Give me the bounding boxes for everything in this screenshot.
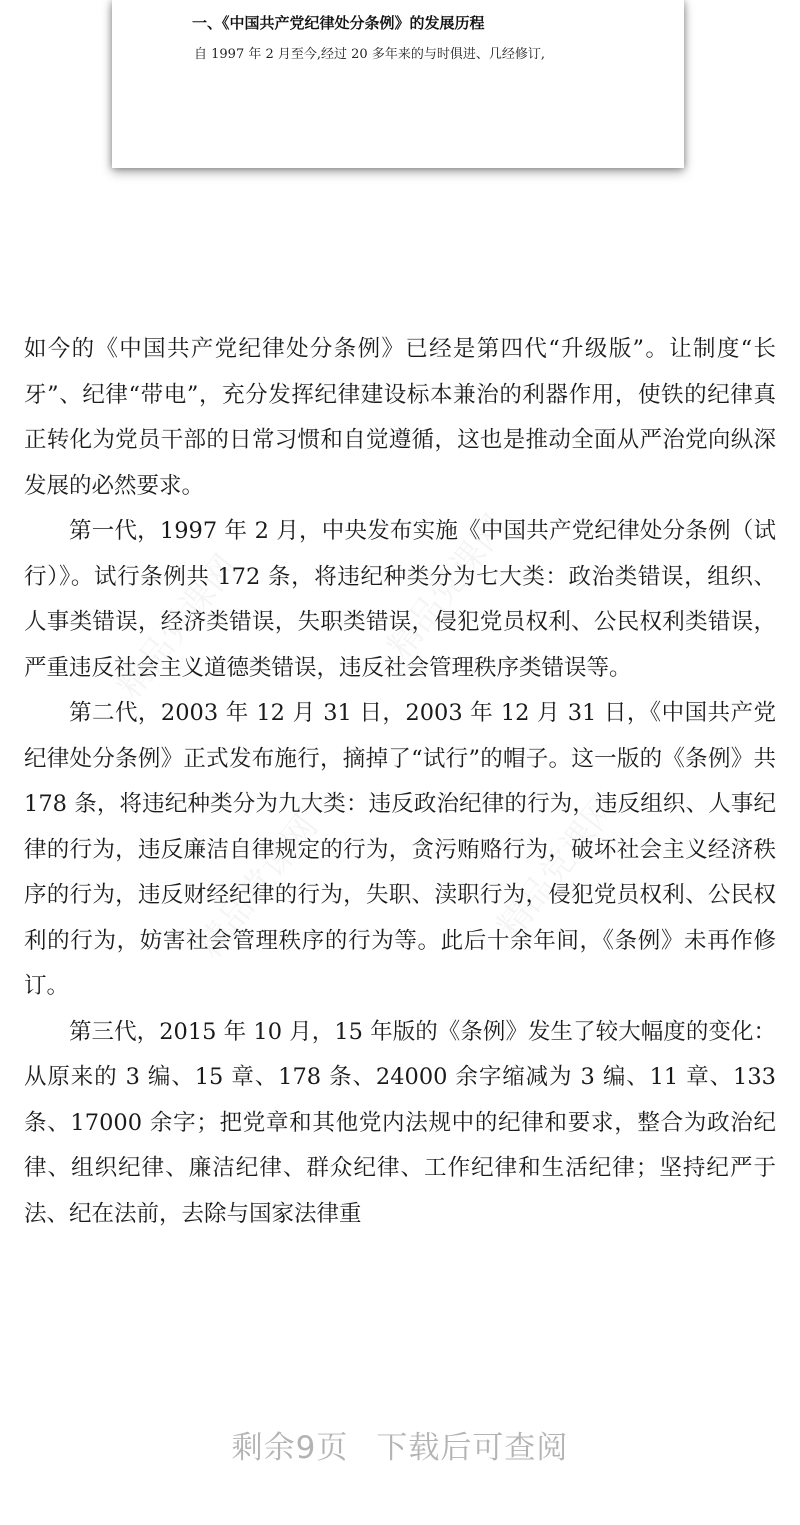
- section-heading: 一、《中国共产党纪律处分条例》的发展历程: [192, 14, 485, 32]
- paragraph-second-generation: 第二代，2003 年 12 月 31 日，2003 年 12 月 31 日，《中国共产党纪律处分条例》正式发布施行，摘掉了“试行”的帽子。这一版的《条例》共 178 条，将违纪种类分为九大类：违反政治纪律的行为，违反组织、人事纪律的行为，违反廉洁自律规定的行为，贪污贿赂行为，破坏社会主义经济秩序的行为，违反财经纪律的行为，失职、渎职行为，侵犯党员权利、公民权利的行为，妨害社会管理秩序的行为等。此后十余年间，《条例》未再作修订。: [24, 700, 776, 999]
- download-to-read-label: 下载后可查阅: [376, 1430, 569, 1466]
- remaining-pages-label: 剩余9页: [231, 1430, 349, 1466]
- paragraph-intro: 如今的《中国共产党纪律处分条例》已经是第四代“升级版”。让制度“长牙”、纪律“带电”，充分发挥纪律建设标本兼治的利器作用，使铁的纪律真正转化为党员干部的日常习惯和自觉遵循，这也是推动全面从严治党向纵深发展的必然要求。: [24, 336, 776, 499]
- download-prompt[interactable]: [0, 1422, 800, 1467]
- paragraph-first-generation: 第一代，1997 年 2 月，中央发布实施《中国共产党纪律处分条例（试行）》。试行条例共 172 条，将违纪种类分为七大类：政治类错误，组织、人事类错误，经济类错误，失职类错误，侵犯党员权利、公民权利类错误，严重违反社会主义道德类错误，违反社会管理秩序类错误等。: [24, 518, 776, 681]
- paragraph-third-generation: 第三代，2015 年 10 月，15 年版的《条例》发生了较大幅度的变化：从原来的 3 编、15 章、178 条、24000 余字缩减为 3 编、11 章、133 条、17000 余字；把党章和其他党内法规中的纪律和要求，整合为政治纪律、组织纪律、廉洁纪律、群众纪律、工作纪律和生活纪律；坚持纪严于法、纪在法前，去除与国家法律重: [24, 1018, 776, 1227]
- preview-first-line: 自 1997 年 2 月至今,经过 20 多年来的与时俱进、几经修订,: [194, 47, 545, 62]
- preview-page-card: [112, 0, 684, 168]
- document-body: [24, 327, 776, 1237]
